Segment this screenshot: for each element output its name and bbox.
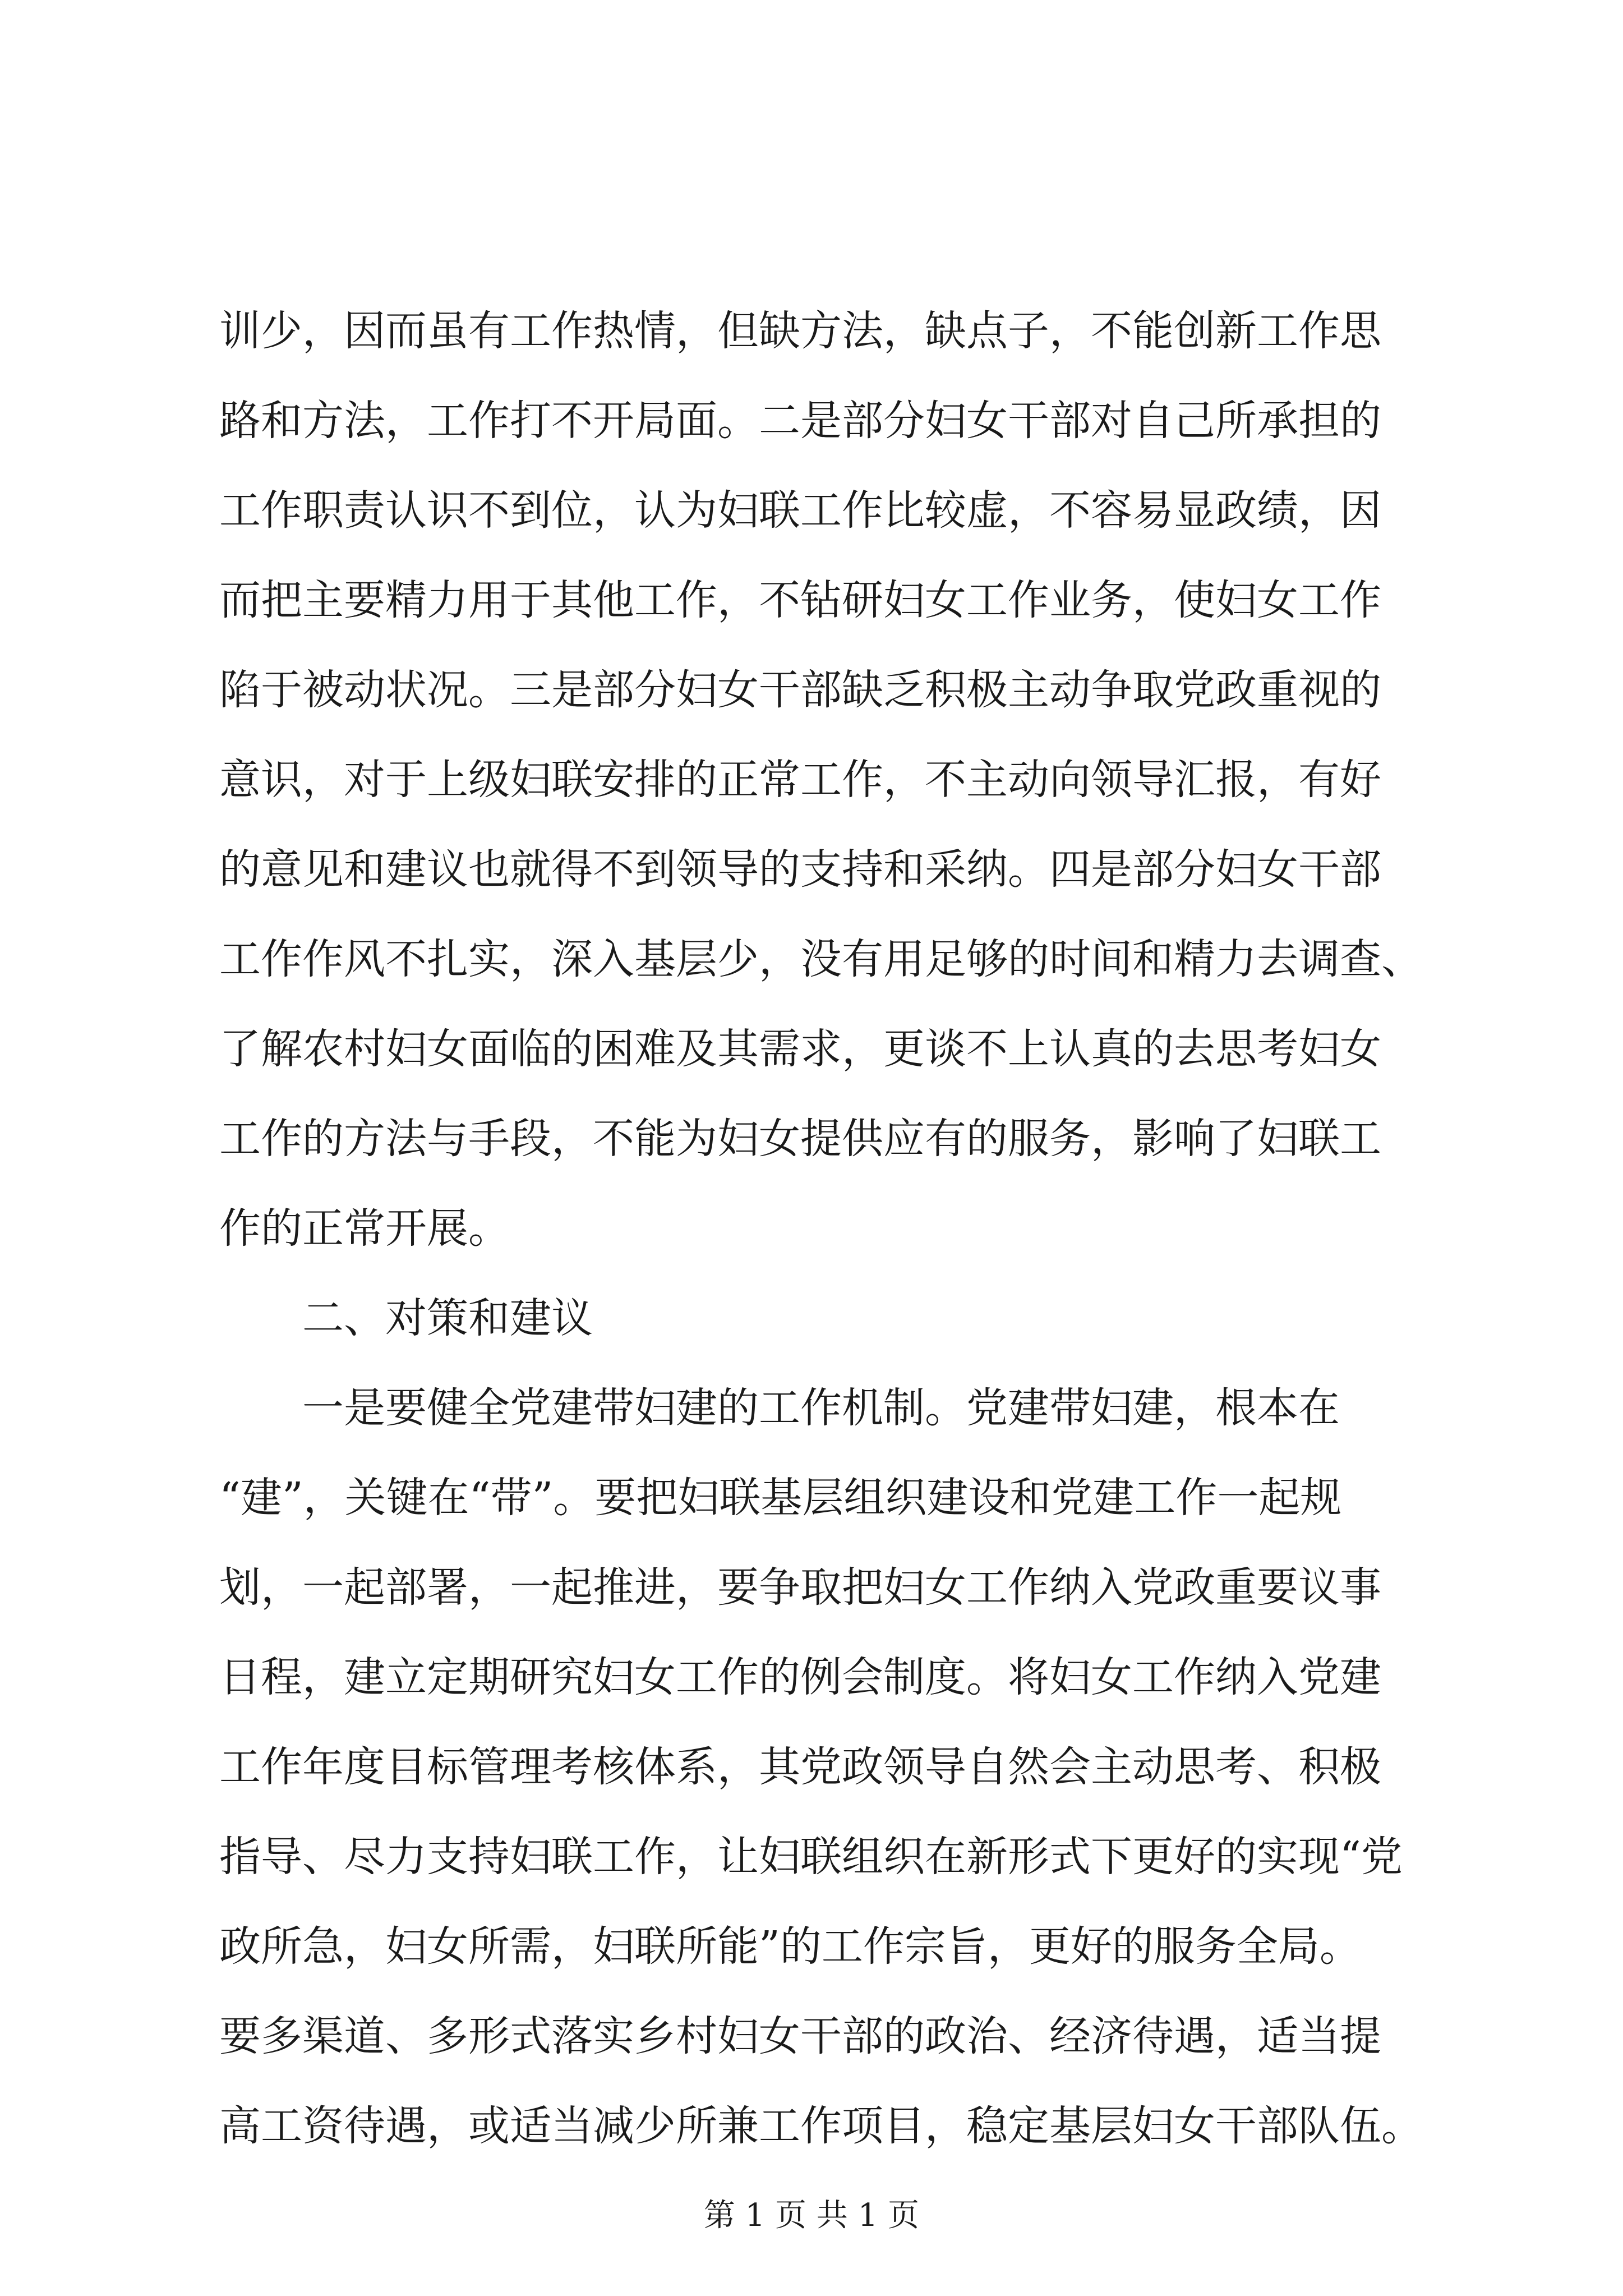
body-text-line: 划，一起部署，一起推进，要争取把妇女工作纳入党政重要议事 xyxy=(219,1563,1381,1612)
body-text-line: 政所急，妇女所需，妇联所能”的工作宗旨，更好的服务全局。 xyxy=(219,1922,1361,1971)
body-text-line: 作的正常开展。 xyxy=(219,1204,510,1253)
body-text-line: 日程，建立定期研究妇女工作的例会制度。将妇女工作纳入党建 xyxy=(219,1653,1381,1701)
body-text-line: 了解农村妇女面临的困难及其需求，更谈不上认真的去思考妇女 xyxy=(219,1025,1381,1073)
body-text-line: 意识，对于上级妇联安排的正常工作，不主动向领导汇报，有好 xyxy=(219,756,1381,804)
body-text-line: 而把主要精力用于其他工作，不钻研妇女工作业务，使妇女工作 xyxy=(219,576,1381,624)
body-text-line: 指导、尽力支持妇联工作，让妇联组织在新形式下更好的实现“党 xyxy=(219,1833,1403,1881)
body-text-line: 的意见和建议也就得不到领导的支持和采纳。四是部分妇女干部 xyxy=(219,845,1381,894)
page-footer: 第 1 页 共 1 页 xyxy=(703,2197,920,2234)
body-text-line: 工作的方法与手段，不能为妇女提供应有的服务，影响了妇联工 xyxy=(219,1115,1381,1163)
body-text-line: 工作年度目标管理考核体系，其党政领导自然会主动思考、积极 xyxy=(219,1743,1381,1791)
body-text-line: “建”，关键在“带”。要把妇联基层组织建设和党建工作一起规 xyxy=(219,1474,1342,1522)
body-text-line: 训少，因而虽有工作热情，但缺方法，缺点子，不能创新工作思 xyxy=(219,307,1381,355)
body-text-line: 高工资待遇，或适当减少所兼工作项目，稳定基层妇女干部队伍。 xyxy=(219,2102,1423,2150)
section-heading: 二、对策和建议 xyxy=(302,1294,593,1342)
body-text-line: 一是要健全党建带妇建的工作机制。党建带妇建，根本在 xyxy=(302,1384,1340,1432)
body-text-line: 陷于被动状况。三是部分妇女干部缺乏积极主动争取党政重视的 xyxy=(219,666,1381,714)
body-text-line: 工作职责认识不到位，认为妇联工作比较虚，不容易显政绩，因 xyxy=(219,486,1381,535)
body-text-line: 要多渠道、多形式落实乡村妇女干部的政治、经济待遇，适当提 xyxy=(219,2012,1381,2060)
body-text-line: 路和方法，工作打不开局面。二是部分妇女干部对自己所承担的 xyxy=(219,397,1381,445)
body-text-line: 工作作风不扎实，深入基层少，没有用足够的时间和精力去调查、 xyxy=(219,935,1423,983)
